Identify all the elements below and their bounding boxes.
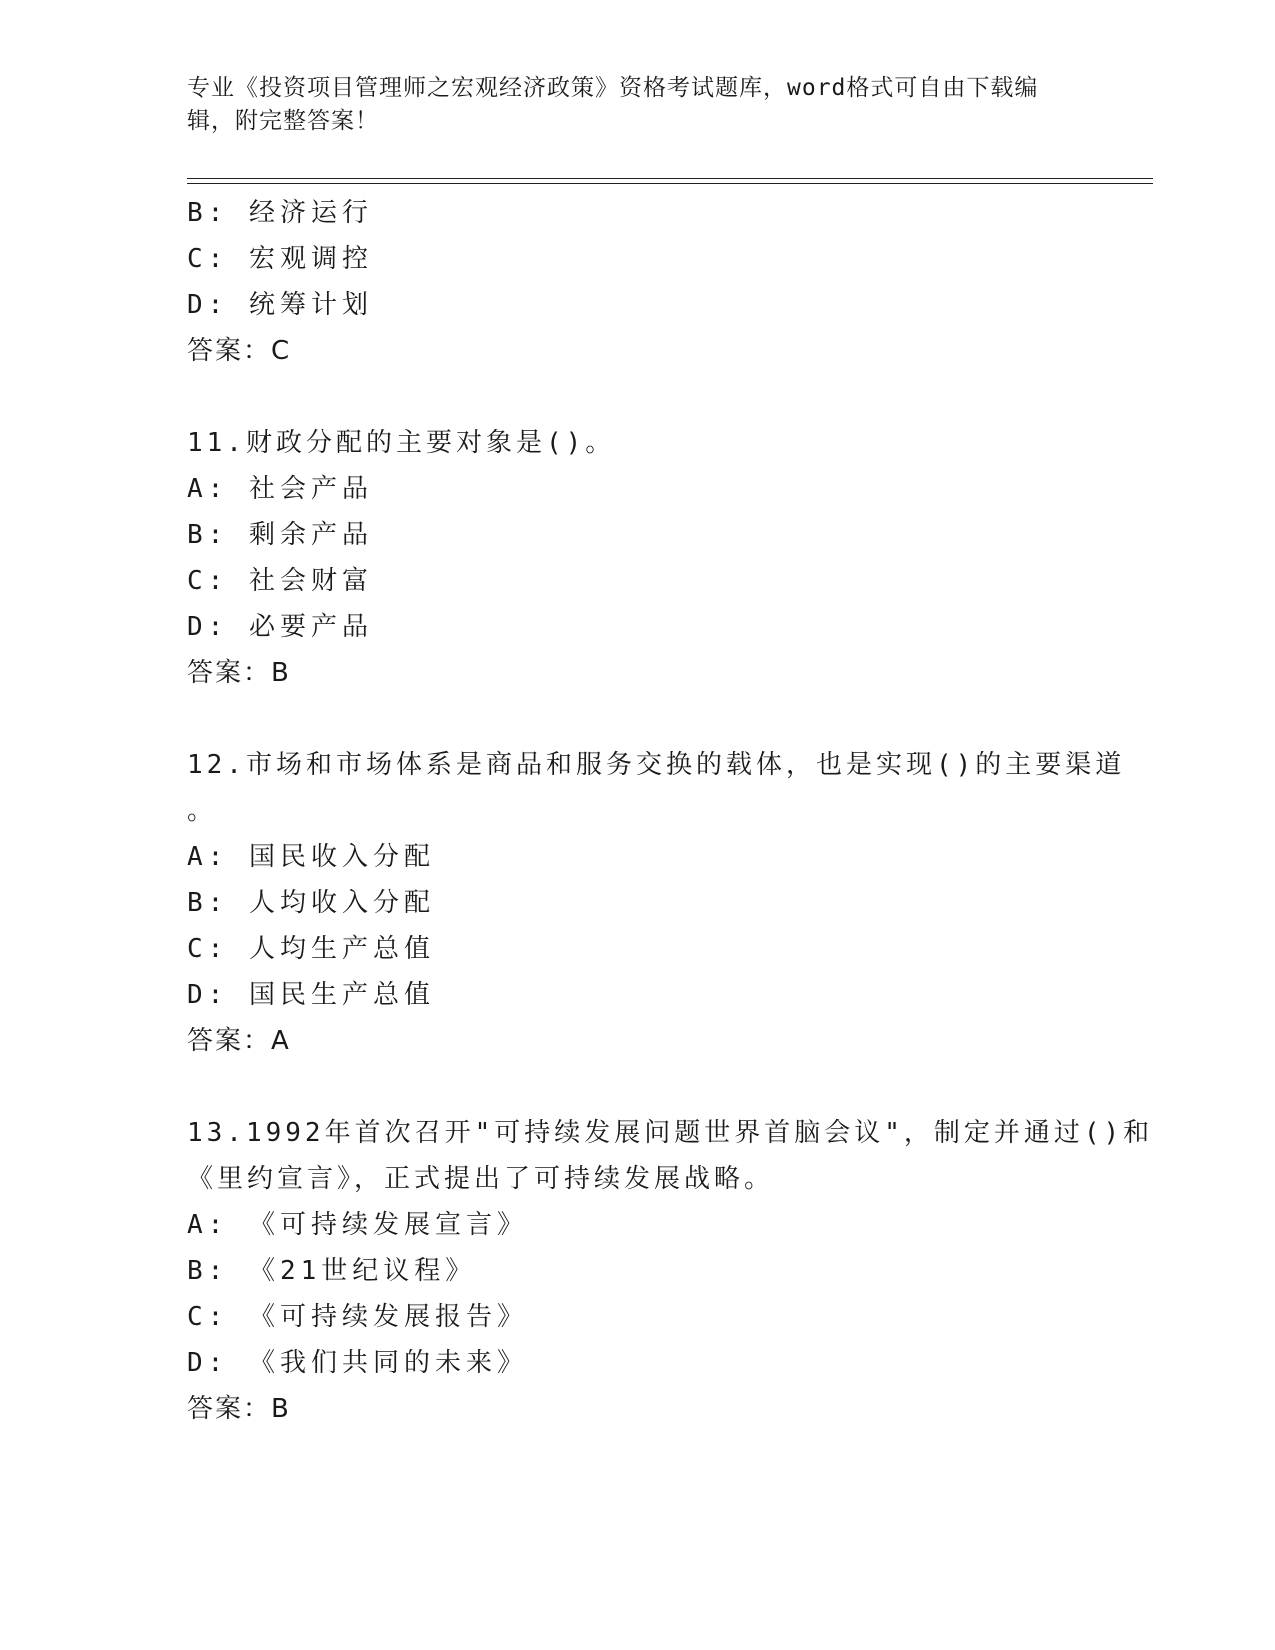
option-a: A: 社会产品 [187, 474, 373, 504]
spacer [187, 696, 1087, 742]
option-b: B: 经济运行 [187, 198, 373, 228]
option-d: D: 必要产品 [187, 612, 373, 642]
option-c: C: 社会财富 [187, 566, 373, 596]
document-header [187, 72, 1067, 138]
option-a: A: 国民收入分配 [187, 842, 435, 872]
question-12-block [187, 742, 1126, 1064]
option-a: A: 《可持续发展宣言》 [187, 1210, 528, 1240]
question-13-block [187, 1110, 1154, 1432]
answer: 答案：A [187, 1026, 291, 1056]
header-rule-bottom [187, 183, 1153, 184]
question-text-line-1: 13.1992年首次召开"可持续发展问题世界首脑会议"，制定并通过()和 [187, 1118, 1154, 1148]
answer: 答案：B [187, 1394, 291, 1424]
header-line-1: 专业《投资项目管理师之宏观经济政策》资格考试题库，word格式可自由下载编 [187, 75, 1039, 101]
spacer [187, 1064, 1087, 1110]
spacer [187, 374, 1087, 420]
option-d: D: 《我们共同的未来》 [187, 1348, 528, 1378]
option-c: C: 宏观调控 [187, 244, 373, 274]
question-list [187, 190, 1154, 1432]
question-text: 11.财政分配的主要对象是()。 [187, 428, 616, 458]
option-c: C: 《可持续发展报告》 [187, 1302, 528, 1332]
option-c: C: 人均生产总值 [187, 934, 435, 964]
question-text-line-2: 。 [187, 796, 218, 826]
answer: 答案：C [187, 336, 292, 366]
question-11-block [187, 420, 1087, 696]
option-b: B: 剩余产品 [187, 520, 373, 550]
option-d: D: 统筹计划 [187, 290, 373, 320]
answer: 答案：B [187, 658, 291, 688]
option-d: D: 国民生产总值 [187, 980, 435, 1010]
question-text-line-2: 《里约宣言》，正式提出了可持续发展战略。 [187, 1164, 775, 1194]
option-b: B: 《21世纪议程》 [187, 1256, 477, 1286]
header-line-2: 辑，附完整答案！ [187, 108, 379, 134]
option-b: B: 人均收入分配 [187, 888, 435, 918]
header-rule-top [187, 178, 1153, 179]
question-text-line-1: 12.市场和市场体系是商品和服务交换的载体，也是实现()的主要渠道 [187, 750, 1126, 780]
question-10-block [187, 190, 1087, 374]
